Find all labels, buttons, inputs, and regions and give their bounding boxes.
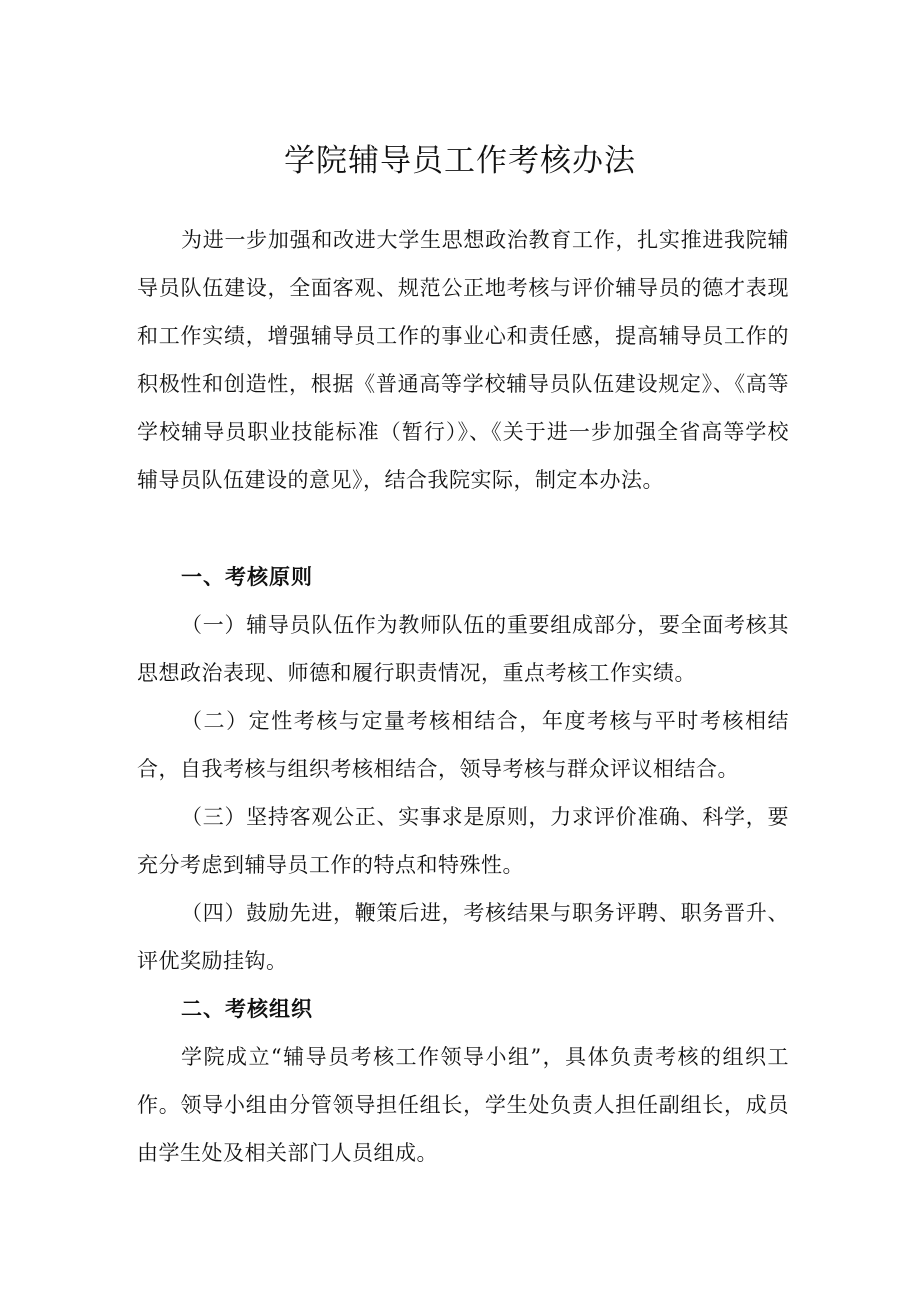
- intro-paragraph: 为进一步加强和改进大学生思想政治教育工作，扎实推进我院辅导员队伍建设，全面客观、规范公正地考核与评价辅导员的德才表现和工作实绩，增强辅导员工作的事业心和责任感，提高辅导员工作的积极性和创造性，根据《普通高等学校辅导员队伍建设规定》、《高等学校辅导员职业技能标准（暂行）》、《关于进一步加强全省高等学校辅导员队伍建设的意见》，结合我院实际，制定本办法。: [137, 228, 789, 492]
- principle-paragraph-3: （三）坚持客观公正、实事求是原则，力求评价准确、科学，要充分考虑到辅导员工作的特点和特殊性。: [137, 805, 789, 877]
- section-heading-principles: 一、考核原则: [181, 565, 313, 589]
- principle-paragraph-2: （二）定性考核与定量考核相结合，年度考核与平时考核相结合，自我考核与组织考核相结合，领导考核与群众评议相结合。: [137, 709, 789, 781]
- principle-paragraph-1: （一）辅导员队伍作为教师队伍的重要组成部分，要全面考核其思想政治表现、师德和履行职责情况，重点考核工作实绩。: [137, 613, 789, 685]
- document-title: 学院辅导员工作考核办法: [284, 143, 636, 179]
- principle-paragraph-4: （四）鼓励先进，鞭策后进，考核结果与职务评聘、职务晋升、评优奖励挂钩。: [137, 901, 789, 973]
- section-heading-organization: 二、考核组织: [181, 997, 313, 1021]
- organization-paragraph-1: 学院成立“辅导员考核工作领导小组”，具体负责考核的组织工作。领导小组由分管领导担任组长，学生处负责人担任副组长，成员由学生处及相关部门人员组成。: [137, 1045, 789, 1165]
